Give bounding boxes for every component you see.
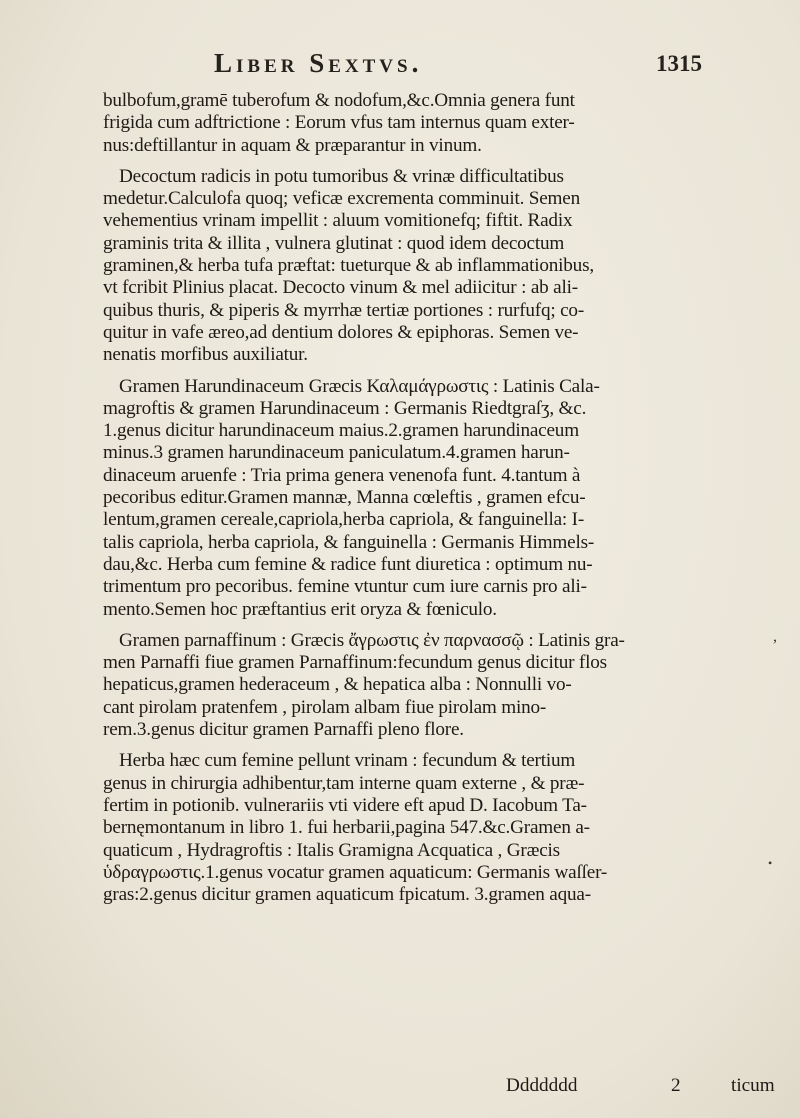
text-line: quitur in vafe æreo,ad dentium dolores & epiphoras. Semen ve- [103,321,579,343]
text-line: fertim in potionib. vulnerariis vti videre eft apud D. Iacobum Ta- [103,794,587,816]
text-line: rem.3.genus dicitur gramen Parnaffi pleno flore. [103,719,464,741]
paragraph [103,750,763,906]
text-line: pecoribus editur.Gramen mannæ, Manna cœleftis , gramen efcu- [103,487,586,509]
text-line: talis capriola, herba capriola, & fanguinella : Germanis Himmels- [103,531,595,553]
paragraph [103,90,763,157]
text-line: nus:deftillantur in aquam & præparantur in vinum. [103,134,482,156]
margin-mark: , [773,628,777,645]
text-line: vehementius vrinam impellit : aluum vomitionefq; fiftit. Radix [103,210,573,232]
catchword: ticum [731,1075,775,1096]
text-line: mento.Semen hoc præftantius erit oryza & fœniculo. [103,598,497,620]
text-line: gras:2.genus dicitur gramen aquaticum fpicatum. 3.gramen aqua- [103,884,591,906]
text-line: cant pirolam pratenfem , pirolam albam fiue pirolam mino- [103,696,547,718]
text-line: bernęmontanum in libro 1. fui herbarii,pagina 547.&c.Gramen a- [103,817,590,839]
paragraph [103,630,763,741]
text-line: medetur.Calculofa quoq; veficæ excrementa comminuit. Semen [103,188,580,210]
signature-number: 2 [671,1075,681,1096]
text-line: vt fcribit Plinius placat. Decocto vinum & mel adiicitur : ab ali- [103,277,578,299]
paragraph-gap [103,157,763,166]
text-line: nenatis morfibus auxiliatur. [103,344,308,366]
text-line: quibus thuris, & piperis & myrrhæ tertiæ portiones : rurfufq; co- [103,299,585,321]
text-line: bulbofum,gramē tuberofum & nodofum,&c.Omnia genera funt [103,90,575,111]
running-title: Liber Sextvs. [214,48,423,78]
text-line: dau,&c. Herba cum femine & radice funt diuretica : optimum nu- [103,553,593,575]
text-line: trimentum pro pecoribus. femine vtuntur cum iure carnis pro ali- [103,576,587,598]
text-line: hepaticus,gramen hederaceum , & hepatica alba : Nonnulli vo- [103,674,572,696]
paragraph-gap [103,621,763,630]
text-line: graminis trita & illita , vulnera glutinat : quod idem decoctum [103,232,565,254]
body-text [103,90,763,906]
page-header [0,48,800,88]
paragraph-gap [103,741,763,750]
text-line: magroftis & gramen Harundinaceum : Germanis Riedtgraſʒ, &c. [103,397,587,419]
margin-dot: • [768,856,773,870]
paragraph [103,166,763,367]
text-line: quaticum , Hydragroftis : Italis Gramigna Acquatica , Græcis [103,839,560,861]
text-line: Herba hæc cum femine pellunt vrinam : fecundum & tertium [119,750,576,772]
text-line: dinaceum aruenfe : Tria prima genera venenofa funt. 4.tantum à [103,464,581,486]
text-line: ὑδραγρωστις.1.genus vocatur gramen aquaticum: Germanis waſſer- [103,861,608,883]
text-line: Decoctum radicis in potu tumoribus & vrinæ difficultatibus [119,165,564,187]
text-line: lentum,gramen cereale,capriola,herba capriola, & fanguinella: I- [103,509,585,531]
text-line: Gramen parnaffinum : Græcis ἄγρωστις ἐν παρνασσῷ : Latinis gra- [119,629,625,651]
text-line: minus.3 gramen harundinaceum paniculatum.4.gramen harun- [103,442,570,464]
text-line: frigida cum adftrictione : Eorum vfus tam internus quam exter- [103,112,575,134]
paragraph [103,376,763,621]
paragraph-gap [103,367,763,376]
text-line: Gramen Harundinaceum Græcis Καλαμάγρωστις : Latinis Cala- [119,375,600,397]
signature-mark: Ddddddd [506,1075,578,1096]
page-number: 1315 [656,51,702,76]
text-line: genus in chirurgia adhibentur,tam interne quam externe , & præ- [103,772,585,794]
text-line: men Parnaffi fiue gramen Parnaffinum:fecundum genus dicitur flos [103,652,607,674]
text-line: graminen,& herba tufa præftat: tueturque & ab inflammationibus, [103,255,594,277]
text-line: 1.genus dicitur harundinaceum maius.2.gramen harundinaceum [103,420,579,442]
